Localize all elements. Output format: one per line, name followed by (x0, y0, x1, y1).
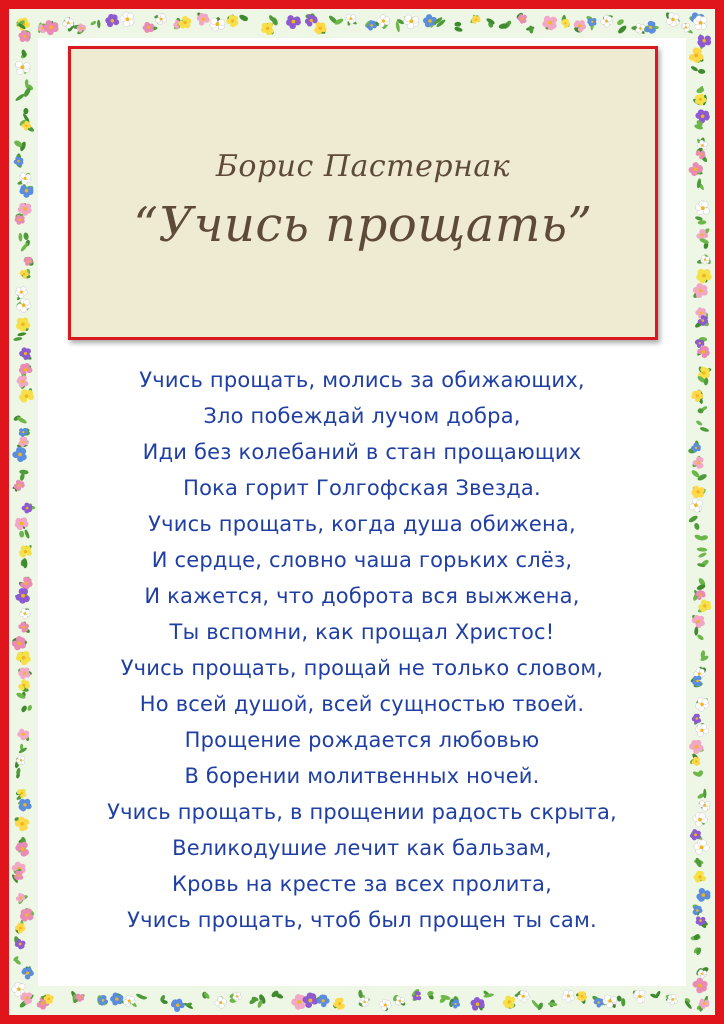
poem-line: Пока горит Голгофская Звезда. (183, 476, 541, 500)
author-name: Борис Пастернак (215, 149, 511, 184)
poem-line: Прощение рождается любовью (184, 728, 540, 752)
poem-line: Учись прощать, прощай не только словом, (120, 656, 604, 680)
poem-line: Ты вспомни, как прощал Христос! (169, 620, 555, 644)
poem-line: Учись прощать, молись за обижающих, (139, 368, 585, 392)
poem-title: “Учись прощать” (133, 197, 593, 253)
poem-line: Зло побеждай лучом добра, (203, 404, 521, 428)
poem-line: Великодушие лечит как бальзам, (172, 836, 552, 860)
poem-text (48, 362, 676, 938)
poem-line: Кровь на кресте за всех пролита, (172, 872, 552, 896)
title-plaque (68, 46, 658, 340)
poem-line: Но всей душой, всей сущностью твоей. (139, 692, 585, 716)
poem-line: Учись прощать, в прощении радость скрыта, (107, 800, 617, 824)
poem-line: И кажется, что доброта вся выжжена, (144, 584, 580, 608)
poem-line: В борении молитвенных ночей. (184, 764, 540, 788)
poem-line: Иди без колебаний в стан прощающих (142, 440, 582, 464)
poem-line: Учись прощать, когда душа обижена, (148, 512, 576, 536)
poem-line: И сердце, словно чаша горьких слёз, (151, 548, 573, 572)
poem-line: Учись прощать, чтоб был прощен ты сам. (127, 908, 597, 932)
